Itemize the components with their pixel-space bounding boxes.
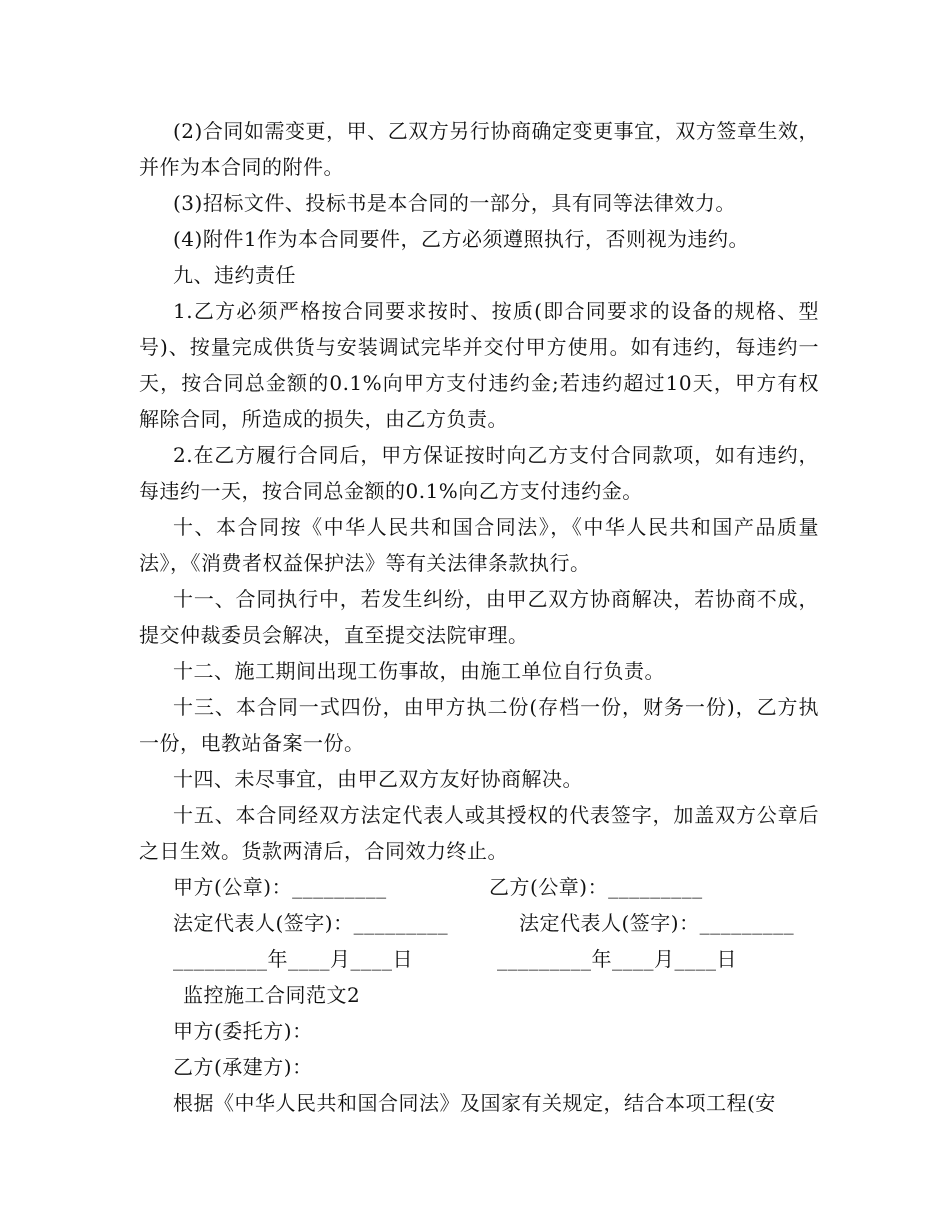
clause-3-tender: (3)招标文件、投标书是本合同的一部分，具有同等法律效力。 [173,191,736,215]
clause-15-effect: 十五、本合同经双方法定代表人或其授权的代表签字，加盖双方公章后之日生效。货款两清后，合同效力终止。 [139,803,819,863]
clause-14-matters: 十四、未尽事宜，由甲乙双方友好协商解决。 [173,767,583,791]
party-a-date: _________年____月____日 [173,947,413,971]
clause-4-attachment: (4)附件1作为本合同要件，乙方必须遵照执行，否则视为违约。 [173,227,750,251]
clause-12-injury: 十二、施工期间出现工伤事故，由施工单位自行负责。 [173,659,665,683]
party-b-date: _________年____月____日 [497,947,737,971]
signature-seal-row [139,869,819,905]
clause-11-dispute: 十一、合同执行中，若发生纠纷，由甲乙双方协商解决，若协商不成，提交仲裁委员会解决，直至提交法院审理。 [139,587,819,647]
signature-date-row [139,941,819,977]
clause-2-change: (2)合同如需变更，甲、乙双方另行协商确定变更事宜，双方签章生效，并作为本合同的附件。 [139,119,819,179]
contract-intro: 根据《中华人民共和国合同法》及国家有关规定，结合本项工程(安 [173,1091,776,1115]
party-a-seal: 甲方(公章)：_________ [173,875,387,899]
party-b-seal: 乙方(公章)：_________ [489,875,703,899]
section-heading-liability: 九、违约责任 [173,263,296,287]
clause-10-law: 十、本合同按《中华人民共和国合同法》，《中华人民共和国产品质量法》，《消费者权益保护法》等有关法律条款执行。 [139,515,819,575]
liability-item-1: 1.乙方必须严格按合同要求按时、按质(即合同要求的设备的规格、型号)、按量完成供货与安装调试完毕并交付甲方使用。如有违约，每违约一天，按合同总金额的0.1%向甲方支付违约金;若违约超过10天，甲方有权解除合同，所造成的损失，由乙方负责。 [139,299,819,431]
signature-rep-row [139,905,819,941]
document-body [139,113,819,1121]
clause-13-copies: 十三、本合同一式四份，由甲方执二份(存档一份，财务一份)，乙方执一份，电教站备案一份。 [139,695,819,755]
party-b-representative: 法定代表人(签字)：_________ [519,911,795,935]
contractor-party: 乙方(承建方)： [173,1055,313,1079]
client-party: 甲方(委托方)： [173,1019,313,1043]
liability-item-2: 2.在乙方履行合同后，甲方保证按时向乙方支付合同款项，如有违约，每违约一天，按合同总金额的0.1%向乙方支付违约金。 [139,443,819,503]
section-2-title: 监控施工合同范文2 [183,983,361,1007]
party-a-representative: 法定代表人(签字)：_________ [173,911,449,935]
